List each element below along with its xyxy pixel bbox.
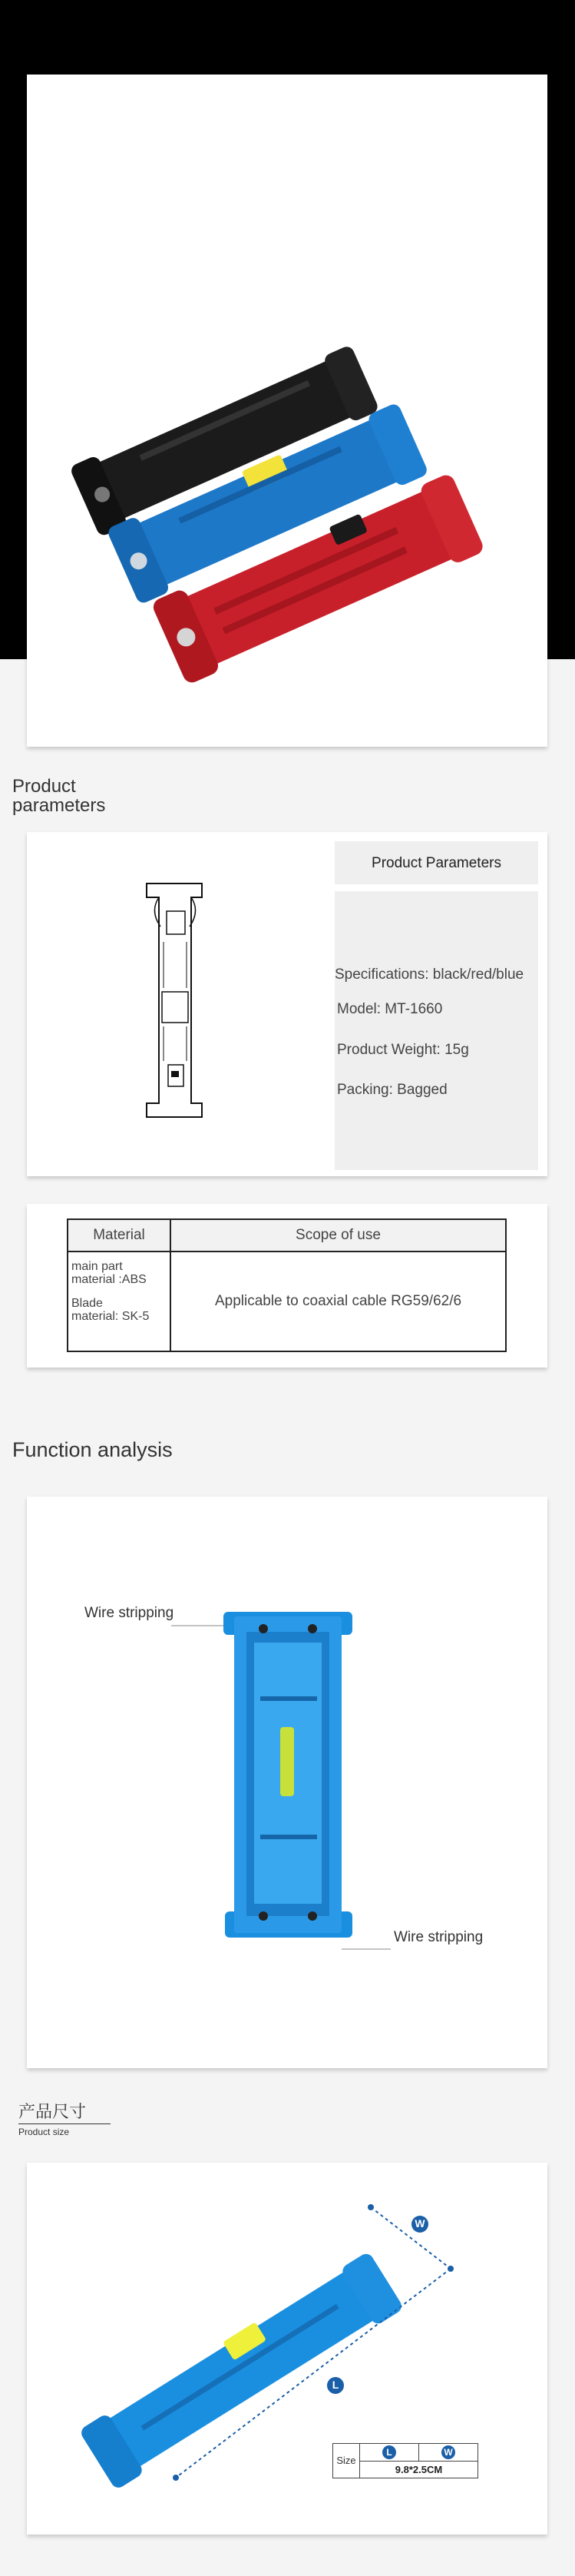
material-line: material: SK-5 (71, 1310, 150, 1323)
stripper-outline-drawing (140, 880, 210, 1120)
material-line: Blade (71, 1297, 103, 1310)
spec-heading: Product Parameters (372, 855, 501, 871)
spec-weight: Product Weight: 15g (337, 1042, 469, 1058)
material-cell (68, 1252, 170, 1351)
spec-model: Model: MT-1660 (337, 1001, 443, 1017)
product-photo (27, 75, 547, 747)
function-analysis-title: Function analysis (12, 1438, 173, 1461)
product-size-underline (18, 2123, 111, 2124)
material-line: material :ABS (71, 1273, 147, 1286)
hero-image-card (27, 75, 547, 747)
size-col-l (360, 2444, 419, 2462)
size-col-w (419, 2444, 478, 2462)
spec-specifications: Specifications: black/red/blue (335, 966, 524, 983)
parameters-card (27, 832, 547, 1176)
scope-header: Scope of use (170, 1219, 506, 1252)
size-label: Size (333, 2444, 360, 2478)
size-card (27, 2163, 547, 2535)
spec-list-box (335, 891, 538, 1170)
size-col-l-badge: L (382, 2445, 396, 2459)
product-size-title-cn: 产品尺寸 (18, 2102, 87, 2121)
material-table (67, 1218, 507, 1352)
spec-heading-box (335, 841, 538, 884)
size-col-w-badge: W (441, 2445, 455, 2459)
product-size-title-en: Product size (18, 2127, 70, 2137)
wire-stripping-label-top: Wire stripping (84, 1605, 174, 1621)
wire-stripping-label-bottom: Wire stripping (394, 1929, 484, 1945)
product-parameters-title: Product parameters (12, 776, 106, 816)
scope-cell: Applicable to coaxial cable RG59/62/6 (170, 1252, 506, 1351)
function-diagram (27, 1497, 547, 2068)
dimension-l-marker: L (332, 2379, 339, 2391)
material-line: main part (71, 1260, 123, 1273)
dimension-w-marker: W (415, 2217, 425, 2230)
function-card (27, 1497, 547, 2068)
size-value: 9.8*2.5CM (395, 2464, 443, 2475)
material-header: Material (68, 1219, 170, 1252)
size-diagram (27, 2163, 547, 2535)
spec-packing: Packing: Bagged (337, 1082, 448, 1098)
size-table (332, 2443, 478, 2478)
